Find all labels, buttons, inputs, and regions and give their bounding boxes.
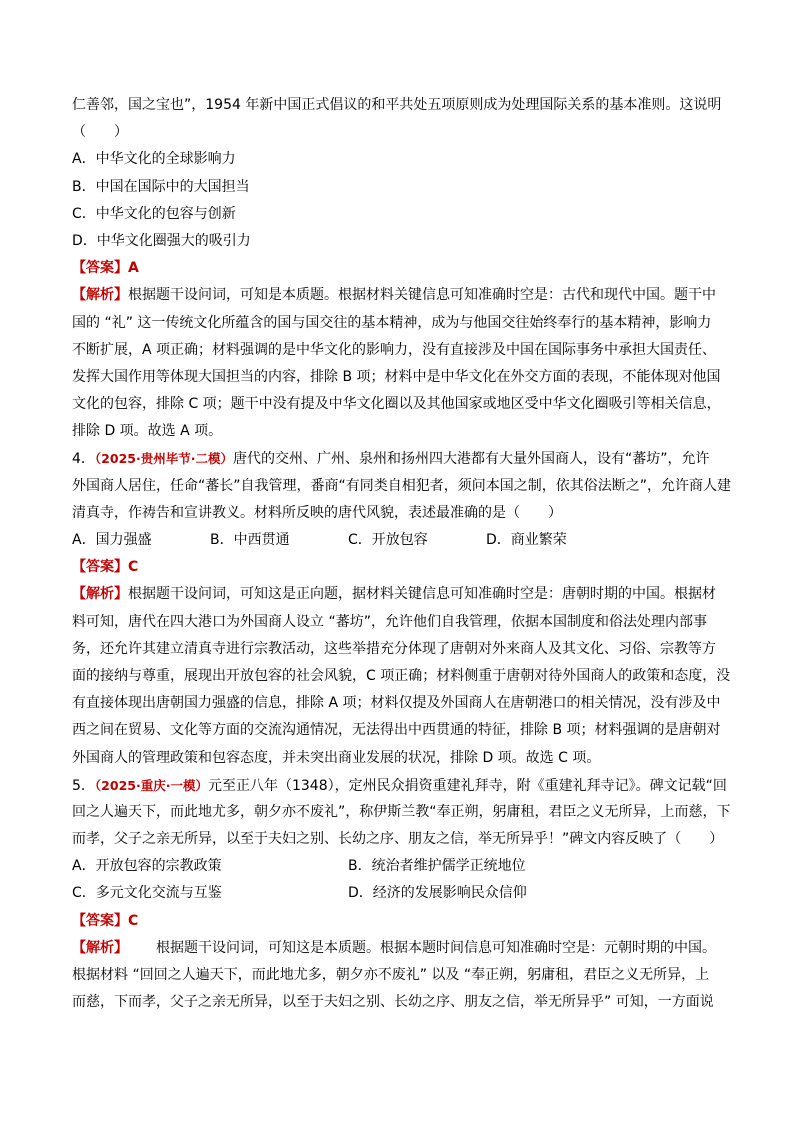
answer-label: 【答案】 — [72, 559, 128, 576]
q5-option-a: A．开放包容的宗教政策 — [72, 858, 222, 875]
question-number: 5． — [72, 777, 95, 794]
q4-analysis-line: 西之间在贸易、文化等方面的交流沟通情况，无法得出中西贯通的特征，排除 B 项；材料强调的是唐朝对 — [72, 722, 721, 739]
q5-stem-line — [72, 772, 727, 799]
answer-value: C — [128, 559, 139, 576]
q4-analysis-line: 面的接纳与尊重，展现出开放包容的社会风貌，C 项正确；材料侧重于唐朝对待外国商人的政策和态度，没 — [72, 667, 731, 684]
q5-answer — [72, 908, 724, 935]
q5-analysis-line: 根据材料 “回回之人遍天下，而此地尤多，朝夕亦不废礼” 以及 “奉正朔，躬庸租，君臣之义无所异，上 — [72, 967, 710, 983]
answer-label: 【答案】 — [72, 912, 128, 929]
analysis-text: 根据题干设问词，可知是本质题。根据材料关键信息可知准确时空是：古代和现代中国。题干中 — [128, 287, 716, 304]
q4-option-d: D．商业繁荣 — [486, 532, 567, 548]
q4-options — [72, 527, 724, 554]
analysis-label: 【解析】 — [72, 287, 128, 304]
q3-analysis-line: 文化的包容，排除 C 项；题干中没有提及中华文化圈以及其他国家或地区受中华文化圈吸引等相关信息， — [72, 396, 721, 413]
q4-option-b: B．中西贯通 — [210, 532, 290, 548]
question-number: 4． — [72, 451, 95, 468]
q5-options-row-2 — [72, 880, 724, 907]
analysis-label: 【解析】 — [72, 939, 128, 956]
question-source: （2025·重庆·一模） — [94, 777, 208, 793]
analysis-text: 根据题干设问词，可知这是正向题，据材料关键信息可知准确时空是：唐朝时期的中国。根据材 — [128, 586, 716, 603]
stem-text: 唐代的交州、广州、泉州和扬州四大港都有大量外国商人，设有“蕃坊”，允许 — [232, 451, 710, 468]
answer-value: A — [128, 260, 139, 277]
answer-value: C — [128, 912, 139, 929]
q5-analysis-line: 而慈，下而孝，父子之亲无所异，以至于夫妇之别、长幼之序、朋友之信，举无所异乎” 可知，一方面说 — [72, 994, 714, 1011]
stem-text: 元至正八年（1348），定州民众捐资重建礼拜寺，附《重建礼拜寺记》。碑文记载“回 — [207, 777, 727, 794]
q5-analysis-line — [72, 935, 724, 962]
q5-option-d: D．经济的发展影响民众信仰 — [348, 885, 527, 902]
q4-option-a: A．国力强盛 — [72, 532, 152, 548]
q5-option-c: C．多元文化交流与互鉴 — [72, 885, 222, 902]
analysis-label: 【解析】 — [72, 586, 128, 603]
q3-analysis-line: 国的 “礼” 这一传统文化所蕴含的国与国交往的基本精神，成为与他国交往始终奉行的基本精神，影响力 — [72, 314, 712, 331]
document-page — [72, 92, 732, 1016]
q4-option-c: C．开放包容 — [348, 532, 428, 548]
q3-option-c: C．中华文化的包容与创新 — [72, 205, 236, 222]
q5-option-b: B．统治者维护儒学正统地位 — [348, 858, 526, 875]
q4-analysis-line: 外国商人的管理政策和包容态度，并未突出商业发展的状况，排除 D 项。故选 C 项。 — [72, 749, 601, 766]
q3-option-a: A．中华文化的全球影响力 — [72, 151, 236, 168]
q5-stem-line: 而孝，父子之亲无所异，以至于夫妇之别、长幼之序、朋友之信，举无所异乎！”碑文内容反映了（ ） — [72, 831, 724, 848]
q3-analysis-line: 排除 D 项。故选 A 项。 — [72, 423, 223, 440]
q4-stem-line: 外国商人居住，任命“蕃长”自我管理，番商“有同类自相犯者，须问本国之制，依其俗法断之”，允许商人建 — [72, 477, 732, 494]
q4-answer — [72, 554, 724, 581]
q4-analysis-line: 料可知，唐代在四大港口为外国商人设立 “蕃坊”，允许他们自我管理，依据本国制度和俗法处理内部事 — [72, 613, 707, 630]
q4-analysis-line: 务，还允许其建立清真寺进行宗教活动，这些举措充分体现了唐朝对外来商人及其文化、习俗、宗教等方 — [72, 640, 716, 657]
q3-analysis-line: 不断扩展，A 项正确；材料强调的是中华文化的影响力，没有直接涉及中国在国际事务中承担大国责任、 — [72, 341, 717, 358]
q3-option-d: D．中华文化圈强大的吸引力 — [72, 232, 251, 249]
answer-label: 【答案】 — [72, 260, 128, 277]
q3-stem-paren: （ ） — [72, 124, 128, 141]
q3-option-b: B．中国在国际中的大国担当 — [72, 178, 250, 195]
q3-answer — [72, 255, 724, 282]
q4-stem-line — [72, 445, 724, 472]
q3-analysis-line: 发挥大国作用等体现大国担当的内容，排除 B 项；材料中是中华文化在外交方面的表现，不能体现对他国 — [72, 368, 721, 385]
q5-stem-line: 回之人遍天下，而此地尤多，朝夕亦不废礼”，称伊斯兰教“奉正朔，躬庸租，君臣之义无所异，上而慈，下 — [72, 803, 731, 820]
q3-stem-line: 仁善邻，国之宝也”，1954 年新中国正式倡议的和平共处五项原则成为处理国际关系的基本准则。这说明 — [72, 97, 722, 113]
q4-analysis-line — [72, 581, 724, 608]
q4-analysis-line: 有直接体现出唐朝国力强盛的信息，排除 A 项；材料仅提及外国商人在唐朝港口的相关情况，没有涉及中 — [72, 695, 721, 712]
q4-stem-line: 清真寺，作祷告和宣讲教义。材料所反映的唐代风貌，表述最准确的是（ ） — [72, 504, 562, 521]
q3-analysis-line — [72, 282, 724, 309]
question-source: （2025·贵州毕节·二模） — [94, 451, 233, 467]
q5-options-row-1 — [72, 853, 724, 880]
analysis-text: 根据题干设问词，可知这是本质题。根据本题时间信息可知准确时空是：元朝时期的中国。 — [156, 939, 716, 956]
